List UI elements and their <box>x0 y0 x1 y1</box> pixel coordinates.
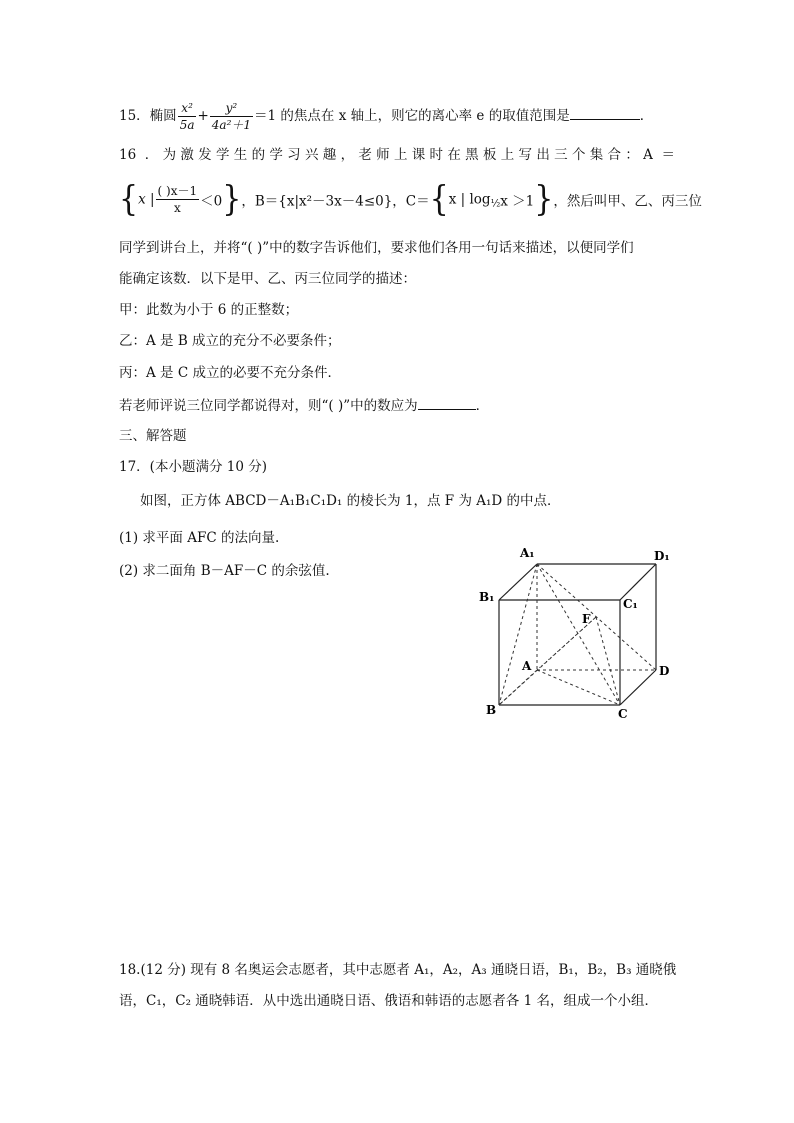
q15-prefix: 15．椭圆 <box>119 108 177 124</box>
q18-line2-text: 语，C₁，C₂ 通晓韩语．从中选出通晓日语、俄语和韩语的志愿者各 1 名，组成一个小组． <box>119 993 658 1009</box>
q16-line4-text: 能确定该数．以下是甲、乙、丙三位同学的描述： <box>119 271 416 287</box>
setA-right-brace: } <box>222 178 242 220</box>
q16-jia-text: 甲：此数为小于 6 的正整数； <box>119 302 299 318</box>
label-b: B <box>486 703 497 717</box>
q17-part1-text: (1) 求平面 AFC 的法向量. <box>119 530 280 546</box>
setA-left-brace: { <box>119 178 139 220</box>
label-c: C <box>618 707 628 721</box>
q16-jia <box>119 300 298 320</box>
q17-part2-text: (2) 求二面角 B－AF－C 的余弦值. <box>119 563 330 579</box>
q16-yi <box>119 331 341 351</box>
setC-right-brace: } <box>534 178 554 220</box>
cube-figure <box>474 542 684 722</box>
q15-frac1-denominator: 5a <box>179 118 195 132</box>
q15-frac2-denominator: 4a²＋1 <box>211 118 252 132</box>
q15-fraction-1 <box>178 100 197 133</box>
q17-header <box>119 457 267 477</box>
line-a1-b <box>499 564 537 705</box>
q17-stem-text: 如图，正方体 ABCD－A₁B₁C₁D₁ 的棱长为 1，点 F 为 A₁D 的中点． <box>140 493 561 509</box>
section-3-title <box>119 426 187 446</box>
q15-frac1-numerator: x² <box>181 101 193 115</box>
q15-plus: + <box>197 108 209 124</box>
setA-var: x | <box>138 191 155 208</box>
line-f-c <box>596 617 620 705</box>
setA-condition: ＜0 <box>200 193 223 210</box>
label-a: A <box>522 659 532 673</box>
q15-answer-blank[interactable] <box>570 105 640 120</box>
q16-answer-blank[interactable] <box>418 395 476 410</box>
q16-bing-text: 丙：A 是 C 成立的必要不充分条件． <box>119 365 341 381</box>
q16-line3 <box>119 238 634 258</box>
edge-b1-a1 <box>499 564 537 600</box>
q15-end: ． <box>639 108 654 124</box>
setA-denominator: x <box>156 199 200 216</box>
q18-line1 <box>119 960 676 980</box>
q16-line1-text: 16 ．为激发学生的学习兴趣，老师上课时在黑板上写出三个集合：A ＝ <box>119 147 675 163</box>
setC-condition: x ＞1 <box>500 193 535 210</box>
q16-conclusion-end: ． <box>475 398 490 414</box>
setC-var: x | log <box>448 191 491 208</box>
edge-c1-d1 <box>620 564 656 600</box>
label-c1: C₁ <box>623 597 638 611</box>
q16-bing <box>119 363 341 383</box>
q16-line3-text: 同学到讲台上，并将“( )”中的数字告诉他们，要求他们各用一句话来描述，以便同学们 <box>119 240 634 256</box>
q17-part1 <box>119 528 279 548</box>
q15-frac2-numerator: y² <box>225 101 238 115</box>
q17-stem <box>140 491 561 511</box>
line-a-c <box>537 670 620 705</box>
q16-conclusion <box>119 395 489 416</box>
line-a1-c <box>537 564 620 705</box>
label-d1: D₁ <box>654 549 670 563</box>
label-b1: B₁ <box>479 590 495 604</box>
q16-line4 <box>119 269 416 289</box>
label-a1: A₁ <box>520 546 535 560</box>
setA-numerator: ( )x－1 <box>157 184 198 198</box>
setC-log-base: ½ <box>490 198 501 210</box>
edge-a-b-hidden <box>499 670 537 705</box>
label-f: F <box>582 612 591 626</box>
q15-suffix: ＝1 的焦点在 x 轴上，则它的离心率 e 的取值范围是 <box>254 108 570 124</box>
q16-yi-text: 乙：A 是 B 成立的充分不必要条件； <box>119 333 341 349</box>
q18-line2 <box>119 991 658 1011</box>
q16-line1 <box>119 145 675 165</box>
section-3-title-text: 三、解答题 <box>119 428 187 444</box>
q16-conclusion-text: 若老师评说三位同学都说得对，则“( )”中的数应为 <box>119 398 418 414</box>
q16-sets-line <box>119 178 702 220</box>
setA-fraction <box>156 183 200 216</box>
setC-left-brace: { <box>429 178 449 220</box>
q17-header-text: 17．(本小题满分 10 分) <box>119 459 267 475</box>
q16-after-sets: ，然后叫甲、乙、丙三位 <box>553 193 702 210</box>
question-15 <box>119 100 653 133</box>
label-d: D <box>659 664 670 678</box>
setB-text: ，B＝{x|x²－3x－4≤0}，C＝ <box>241 193 430 210</box>
q17-part2 <box>119 561 330 581</box>
q18-line1-text: 18.(12 分) 现有 8 名奥运会志愿者，其中志愿者 A₁，A₂，A₃ 通晓日语，B₁，B₂，B₃ 通晓俄 <box>119 962 677 978</box>
q15-fraction-2 <box>210 100 253 133</box>
edge-c-d <box>620 670 656 705</box>
